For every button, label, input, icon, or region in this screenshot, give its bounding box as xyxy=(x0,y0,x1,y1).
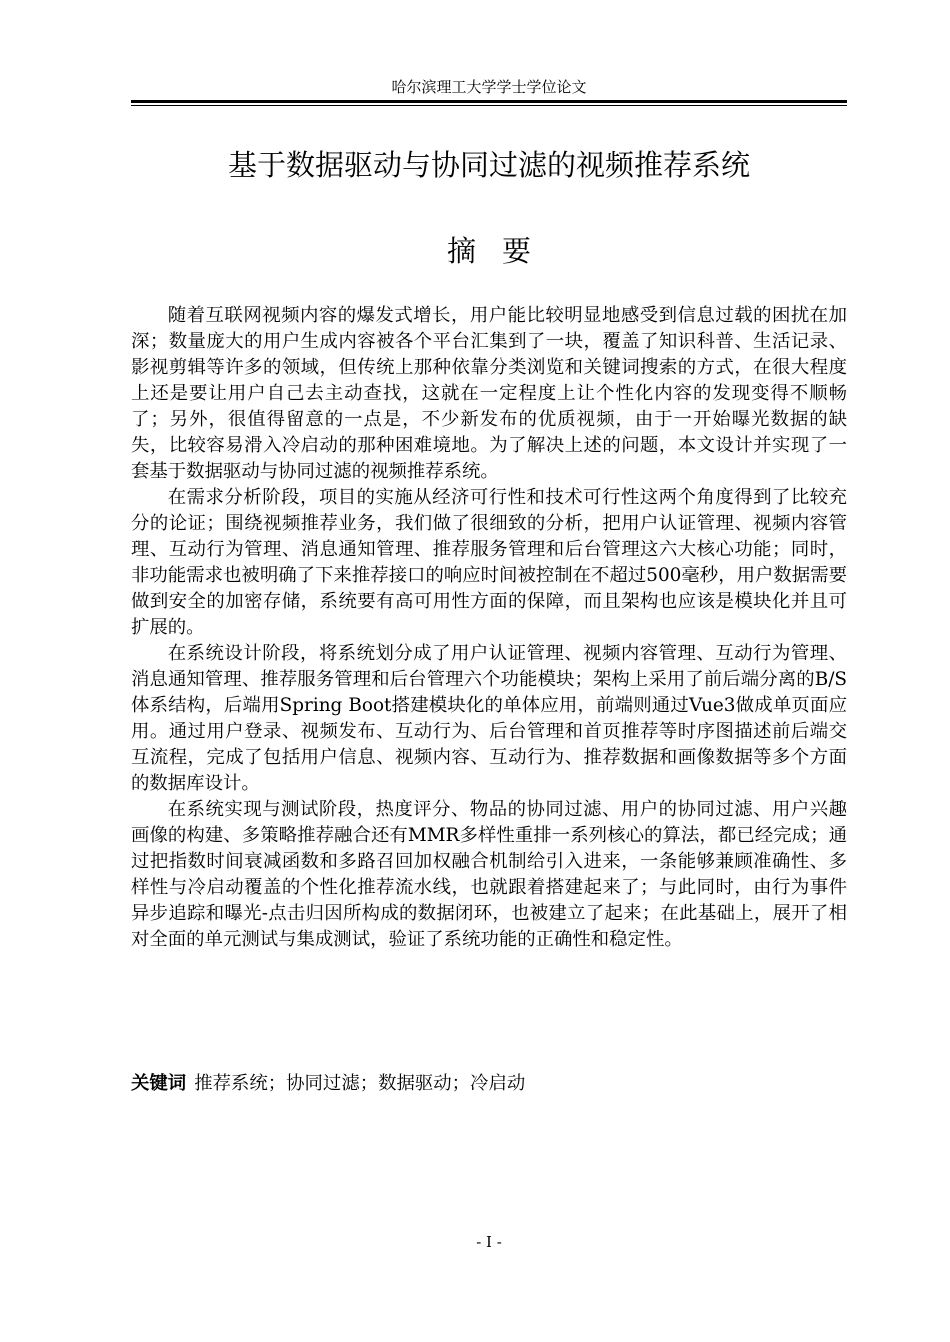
abstract-paragraph: 随着互联网视频内容的爆发式增长，用户能比较明显地感受到信息过载的困扰在加深；数量庞大的用户生成内容被各个平台汇集到了一块，覆盖了知识科普、生活记录、影视剪辑等许多的领域，但传统上那种依靠分类浏览和关键词搜索的方式，在很大程度上还是要让用户自己去主动查找，这就在一定程度上让个性化内容的发现变得不顺畅了；另外，很值得留意的一点是，不少新发布的优质视频，由于一开始曝光数据的缺失，比较容易滑入冷启动的那种困难境地。为了解决上述的问题，本文设计并实现了一套基于数据驱动与协同过滤的视频推荐系统。 xyxy=(131,305,847,482)
running-header: 哈尔滨理工大学学士学位论文 xyxy=(391,78,587,96)
keywords-label: 关键词 xyxy=(131,1073,187,1094)
header-rule-thin xyxy=(131,105,847,106)
abstract-paragraph: 在需求分析阶段，项目的实施从经济可行性和技术可行性这两个角度得到了比较充分的论证；围绕视频推荐业务，我们做了很细致的分析，把用户认证管理、视频内容管理、互动行为管理、消息通知管理、推荐服务管理和后台管理这六大核心功能；同时，非功能需求也被明确了下来推荐接口的响应时间被控制在不超过500毫秒，用户数据需要做到安全的加密存储，系统要有高可用性方面的保障，而且架构也应该是模块化并且可扩展的。 xyxy=(131,487,847,638)
keywords-value: 推荐系统；协同过滤；数据驱动；冷启动 xyxy=(194,1073,526,1094)
abstract-paragraph: 在系统实现与测试阶段，热度评分、物品的协同过滤、用户的协同过滤、用户兴趣画像的构建、多策略推荐融合还有MMR多样性重排一系列核心的算法，都已经完成；通过把指数时间衰减函数和多路召回加权融合机制给引入进来，一条能够兼顾准确性、多样性与冷启动覆盖的个性化推荐流水线，也就跟着搭建起来了；与此同时，由行为事件异步追踪和曝光-点击归因所构成的数据闭环，也被建立了起来；在此基础上，展开了相对全面的单元测试与集成测试，验证了系统功能的正确性和稳定性。 xyxy=(131,799,847,950)
abstract-body xyxy=(131,303,847,953)
abstract-heading: 摘要 xyxy=(446,234,557,268)
abstract-paragraph: 在系统设计阶段，将系统划分成了用户认证管理、视频内容管理、互动行为管理、消息通知管理、推荐服务管理和后台管理六个功能模块；架构上采用了前后端分离的B/S体系结构，后端用Spring Boot搭建模块化的单体应用，前端则通过Vue3做成单页面应用。通过用户登录、视频发布、互动行为、后台管理和首页推荐等时序图描述前后端交互流程，完成了包括用户信息、视频内容、互动行为、推荐数据和画像数据等多个方面的数据库设计。 xyxy=(131,643,847,794)
thesis-title: 基于数据驱动与协同过滤的视频推荐系统 xyxy=(227,148,750,182)
header-rule-thick xyxy=(131,100,847,103)
keywords-line xyxy=(131,1071,847,1097)
page-number: - I - xyxy=(476,1233,502,1251)
